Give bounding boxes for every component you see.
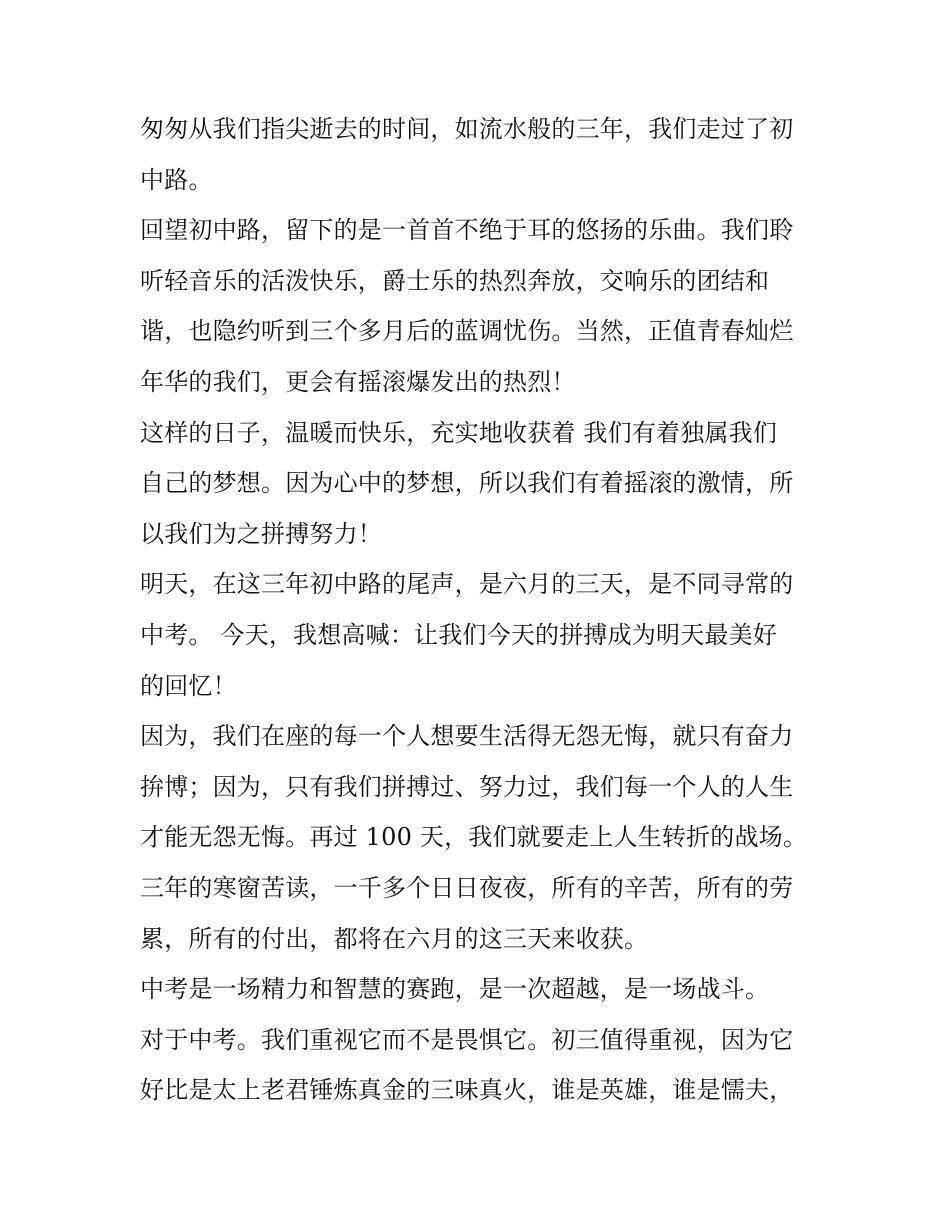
text-line: 中考。 今天，我想高喊：让我们今天的拼搏成为明天最美好 [140, 620, 778, 649]
text-line: 以我们为之拼搏努力！ [140, 519, 382, 548]
text-line: 三年的寒窗苦读，一千多个日日夜夜，所有的辛苦，所有的劳 [140, 873, 794, 902]
text-line: 谐，也隐约听到三个多月后的蓝调忧伤。当然，正值青春灿烂 [140, 317, 794, 346]
text-line: 自己的梦想。因为心中的梦想，所以我们有着摇滚的激情，所 [140, 469, 794, 498]
text-line: 好比是太上老君锤炼真金的三味真火，谁是英雄，谁是懦夫， [140, 1076, 794, 1105]
text-line: 的回忆！ [140, 671, 237, 700]
text-line: 回望初中路，留下的是一首首不绝于耳的悠扬的乐曲。我们聆 [140, 216, 794, 245]
text-line: 这样的日子，温暖而快乐，充实地收获着 我们有着独属我们 [140, 418, 778, 447]
text-line: 对于中考。我们重视它而不是畏惧它。初三值得重视，因为它 [140, 1025, 794, 1054]
text-line: 听轻音乐的活泼快乐，爵士乐的热烈奔放，交响乐的团结和 [140, 266, 770, 295]
text-line: 拚博；因为，只有我们拼搏过、努力过，我们每一个人的人生 [140, 772, 794, 801]
text-line: 中考是一场精力和智慧的赛跑，是一次超越，是一场战斗。 [140, 975, 770, 1004]
text-line: 匆匆从我们指尖逝去的时间，如流水般的三年，我们走过了初 [140, 115, 794, 143]
text-line: 年华的我们，更会有摇滚爆发出的热烈！ [140, 367, 576, 396]
text-line: 累，所有的付出，都将在六月的这三天来收获。 [140, 924, 649, 953]
text-line: 才能无怨无悔。再过 100 天，我们就要走上人生转折的战场。 [140, 823, 808, 852]
document-body [140, 104, 820, 1116]
text-line: 因为，我们在座的每一个人想要生活得无怨无悔，就只有奋力 [140, 722, 794, 751]
text-line: 明天，在这三年初中路的尾声，是六月的三天，是不同寻常的 [140, 570, 794, 599]
text-line: 中路。 [140, 165, 213, 194]
